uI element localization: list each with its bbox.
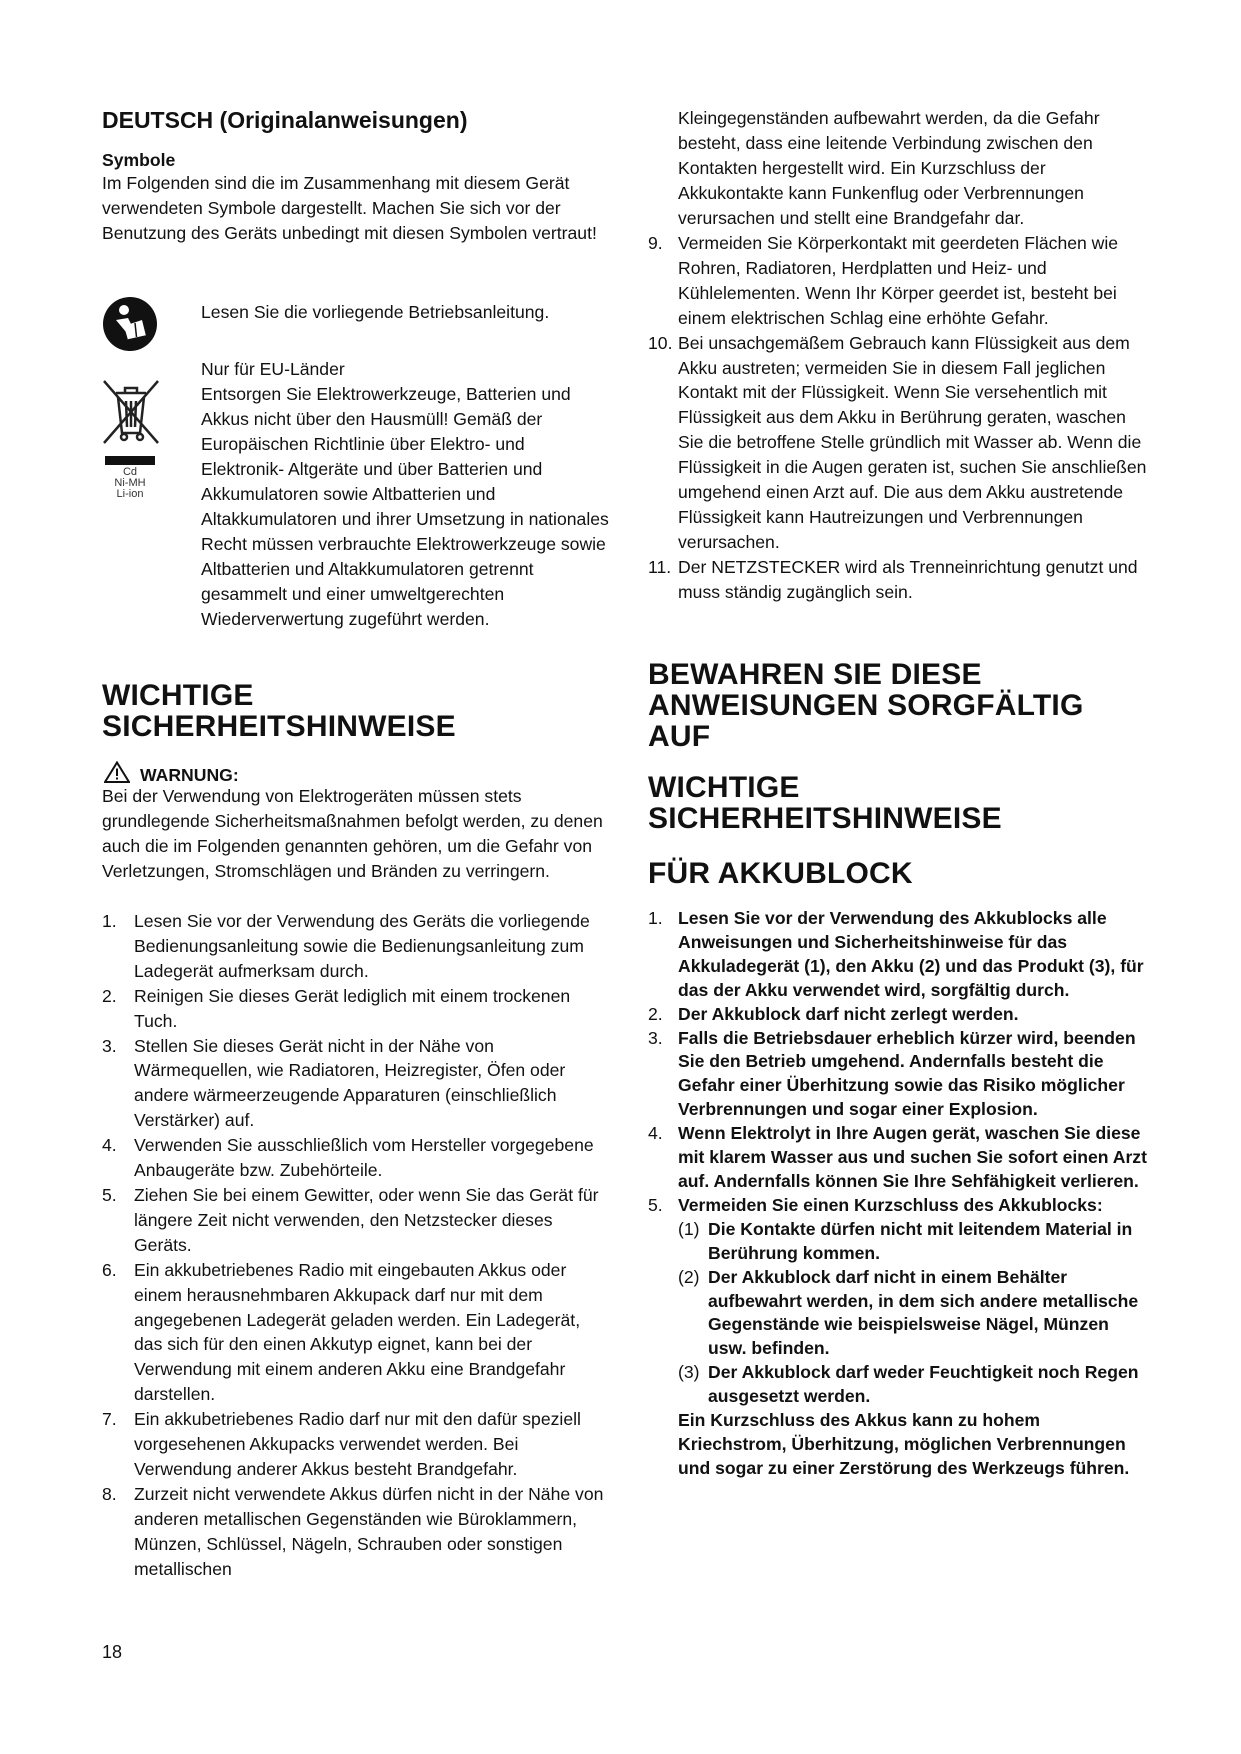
list-item: 5. Ziehen Sie bei einem Gewitter, oder wenn Sie das Gerät für längere Zeit nicht verwenden, den Netzstecker dieses Geräts. (102, 1184, 599, 1255)
list-item: 5. Vermeiden Sie einen Kurzschluss des Akkublocks: (1) Die Kontakte dürfen nicht mit leitendem Material in Berührung kommen. (2) Der Akkublock darf nicht in einem Behälter aufbewahrt werden, in dem sich andere metallische Gegenstände wie beispielsweise Nägel, Münzen usw. befinden. (3) Der Akkublock darf weder Feuchtigkeit noch Regen ausgesetzt werden. Ein Kurzschluss des Akkus kann zu hohem Kriechstrom, Überhitzung, möglichen Verbrennungen und sogar zu einer Zerstörung des Werkzeugs führen. (648, 1194, 1148, 1481)
battery-heading: FÜR AKKUBLOCK (648, 857, 913, 890)
crossed-bin-icon (100, 375, 164, 500)
list-item: 1. Lesen Sie vor der Verwendung des Geräts die vorliegende Bedienungsanleitung sowie die Bedienungsanleitung zum Ladegerät aufmerksam durch. (102, 911, 590, 981)
list-item: 9. Vermeiden Sie Körperkontakt mit geerdeten Flächen wie Rohren, Radiatoren, Herdplatten und Heiz- und Kühlelementen. Wenn Ihr Körper geerdet ist, besteht bei einem elektrischen Schlag eine erhöhte Gefahr. (648, 233, 1119, 328)
list-item: 3. Falls die Betriebsdauer erheblich kürzer wird, beenden Sie den Betrieb umgehend. Andernfalls besteht die Gefahr einer Überhitzung sowie das Risiko möglicher Verbrennungen und sogar einer Explosion. (648, 1027, 1136, 1120)
keep-heading-line2: ANWEISUNGEN SORGFÄLTIG (648, 689, 1084, 722)
list-item: 2. Der Akkublock darf nicht zerlegt werden. (648, 1003, 1019, 1024)
symbol-weee-text: Entsorgen Sie Elektrowerkzeuge, Batterien und Akkus nicht über den Hausmüll! Gemäß der Europäischen Richtlinie über Elektro- und Elektronik- Altgeräte und über Batterien und Akkumulatoren sowie Altbatterien und Altakkumulatoren und ihrer Umsetzung in nationales Recht müssen verbrauchte Elektrowerkzeuge sowie Altbatterien und Altakkumulatoren getrennt gesammelt und einer umweltgerechten Wiederverwertung zugeführt werden. (201, 384, 609, 629)
symbol-manual-row (102, 296, 612, 356)
list-item: 7. Ein akkubetriebenes Radio darf nur mit den dafür speziell vorgesehenen Akkupacks verwendet werden. Bei Verwendung anderer Akkus besteht Brandgefahr. (102, 1409, 581, 1479)
safety-heading-line1: WICHTIGE (648, 771, 800, 804)
warning-label: WARNUNG: (140, 765, 239, 785)
symbol-weee-row (102, 357, 612, 657)
safety-heading-line1: WICHTIGE (102, 679, 254, 712)
sub-list-item: (1) Die Kontakte dürfen nicht mit leitendem Material in Berührung kommen. (678, 1218, 1133, 1263)
safety-list-left (102, 909, 612, 1581)
safety-heading-left (102, 680, 612, 742)
label-nimh: Ni-MH (114, 477, 146, 489)
list-item: 2. Reinigen Sie dieses Gerät lediglich mit einem trockenen Tuch. (102, 985, 571, 1031)
warning-text: Bei der Verwendung von Elektrogeräten müssen stets grundlegende Sicherheitsmaßnahmen befolgt werden, zu denen auch die im Folgenden genannten gehören, um die Gefahr von Verletzungen, Stromschlägen und Bränden zu verringern. (102, 786, 603, 881)
label-liion: Li-ion (116, 488, 144, 500)
sub-list (678, 1218, 1148, 1409)
weee-bar (105, 456, 155, 465)
closing-text: Ein Kurzschluss des Akkus kann zu hohem Kriechstrom, Überhitzung, möglichen Verbrennungen und sogar zu einer Zerstörung des Werkzeugs führen. (678, 1410, 1130, 1478)
list-item: 4. Verwenden Sie ausschließlich vom Hersteller vorgegebene Anbaugeräte bzw. Zubehörteile. (102, 1135, 594, 1181)
safety-list-right (648, 231, 1148, 605)
item8-continuation: Kleingegenständen aufbewahrt werden, da die Gefahr besteht, dass eine leitende Verbindung zwischen den Kontakten hergestellt wird. Ein Kurzschluss der Akkukontakte kann Funkenflug oder Verbrennungen verursachen und stellt eine Brandgefahr dar. (678, 108, 1100, 228)
safety-heading-right (648, 772, 1148, 834)
symbol-weee-title: Nur für EU-Länder (201, 359, 345, 379)
label-cd: Cd (122, 466, 138, 478)
keep-heading-line3: AUF (648, 720, 711, 753)
language-heading: DEUTSCH (Originalanweisungen) (102, 107, 468, 133)
symbols-heading: Symbole (102, 150, 176, 170)
list-item: 4. Wenn Elektrolyt in Ihre Augen gerät, waschen Sie diese mit klarem Wasser aus und suchen Sie sofort einen Arzt auf. Andernfalls können Sie Ihre Sehfähigkeit verlieren. (648, 1123, 1147, 1191)
symbol-manual-text: Lesen Sie die vorliegende Betriebsanleitung. (201, 302, 550, 322)
safety-heading-line2: SICHERHEITSHINWEISE (648, 802, 1002, 835)
list-item: 8. Zurzeit nicht verwendete Akkus dürfen nicht in der Nähe von anderen metallischen Gegenständen wie Büroklammern, Münzen, Schlüssel, Nägeln, Schrauben oder sonstigen metallischen (102, 1483, 604, 1579)
keep-instructions-heading (648, 659, 1148, 752)
symbols-intro: Im Folgenden sind die im Zusammenhang mit diesem Gerät verwendeten Symbole dargestellt. Machen Sie sich vor der Benutzung des Geräts unbedingt mit diesen Symbolen vertraut! (102, 173, 597, 243)
read-manual-icon (102, 296, 158, 357)
list-item: 6. Ein akkubetriebenes Radio mit eingebauten Akkus oder einem herausnehmbaren Akkupack darf nur mit dem angegebenen Ladegerät geladen werden. Ein Ladegerät, das sich für den einen Akkutyp eignet, kann bei der Verwendung mit einem anderen Akku eine Brandgefahr darstellen. (102, 1259, 581, 1405)
keep-heading-line1: BEWAHREN SIE DIESE (648, 658, 982, 691)
list-item: 1. Lesen Sie vor der Verwendung des Akkublocks alle Anweisungen und Sicherheitshinweise für das Akkuladegerät (1), den Akku (2) und das Produkt (3), für das der Akku verwendet wird, sorgfältig durch. (648, 908, 1144, 1000)
battery-list (648, 907, 1148, 1481)
list-item: 10. Bei unsachgemäßem Gebrauch kann Flüssigkeit aus dem Akku austreten; vermeiden Sie in diesem Fall jeglichen Kontakt mit der Flüssigkeit. Wenn Sie versehentlich mit Flüssigkeit aus dem Akku in Berührung geraten, waschen Sie die betroffene Stelle gründlich mit Wasser ab. Wenn die Flüssigkeit in die Augen geraten ist, suchen Sie anschließen umgehend einen Arzt auf. Die aus dem Akku austretende Flüssigkeit kann Hautreizungen und Verbrennungen verursachen. (648, 332, 1147, 552)
list-item: 3. Stellen Sie dieses Gerät nicht in der Nähe von Wärmequellen, wie Radiatoren, Heizregister, Öfen oder andere wärmeerzeugende Apparaturen (einschließlich Verstärker) auf. (102, 1035, 566, 1131)
sub-list-item: (3) Der Akkublock darf weder Feuchtigkeit noch Regen ausgesetzt werden. (678, 1362, 1139, 1407)
page-number: 18 (102, 1642, 123, 1662)
sub-list-item: (2) Der Akkublock darf nicht in einem Behälter aufbewahrt werden, in dem sich andere metallische Gegenstände wie beispielsweise Nägel, Münzen usw. befinden. (678, 1266, 1139, 1359)
safety-heading-line2: SICHERHEITSHINWEISE (102, 710, 456, 743)
list-item: 11. Der NETZSTECKER wird als Trenneinrichtung genutzt und muss ständig zugänglich sein. (648, 556, 1138, 602)
